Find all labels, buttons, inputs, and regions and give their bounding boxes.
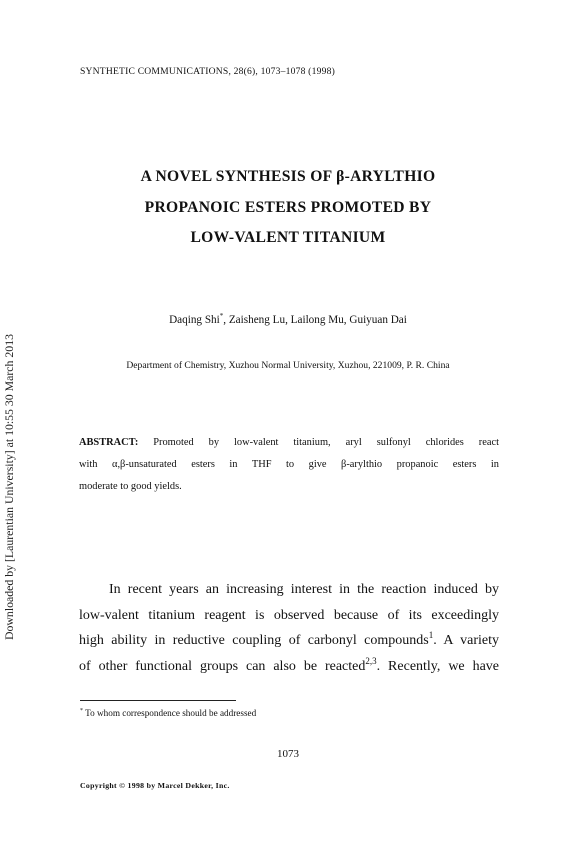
body-line-2: low-valent titanium reagent is observed because of its exceedingly: [79, 607, 499, 623]
abstract-line-1-text: Promoted by low-valent titanium, aryl sulfonyl chlorides react: [138, 437, 499, 448]
authors: [0, 312, 576, 326]
abstract: [79, 432, 499, 498]
body-line-4: [79, 654, 499, 680]
body-text: [79, 577, 499, 679]
body-line-4-text: of other functional groups can also be reacted: [79, 658, 366, 674]
body-line-3-tail: . A variety: [433, 633, 499, 648]
footnote-mark: *: [80, 708, 83, 714]
download-watermark-text: Downloaded by [Laurentian University] at 10:55 30 March 2013: [2, 334, 16, 640]
body-line-4-tail: . Recently, we have: [376, 658, 499, 674]
body-line-3: [79, 628, 499, 654]
title-line-2: PROPANOIC ESTERS PROMOTED BY: [144, 199, 432, 216]
abstract-line-2: with α,β-unsaturated esters in THF to give β-arylthio propanoic esters in: [79, 459, 499, 470]
download-watermark: [2, 260, 22, 640]
copyright-notice: Copyright © 1998 by Marcel Dekker, Inc.: [80, 781, 230, 790]
page-number: 1073: [277, 748, 299, 760]
title-line-1: A NOVEL SYNTHESIS OF β-ARYLTHIO: [140, 168, 436, 185]
abstract-label: ABSTRACT:: [79, 437, 139, 448]
reference-2-3: 2,3: [365, 655, 377, 666]
abstract-line-3: moderate to good yields.: [79, 481, 182, 492]
footnote: [80, 708, 256, 718]
correspondence-mark: *: [219, 312, 224, 320]
body-line-3-text: high ability in reductive coupling of carbonyl compounds: [79, 633, 429, 648]
body-line-1: In recent years an increasing interest in the reaction induced by: [109, 582, 499, 597]
title-line-3: LOW-VALENT TITANIUM: [190, 229, 386, 246]
affiliation: Department of Chemistry, Xuzhou Normal University, Xuzhou, 221009, P. R. China: [126, 360, 450, 371]
footnote-divider: [80, 700, 236, 701]
author-rest: , Zaisheng Lu, Lailong Mu, Guiyuan Dai: [223, 314, 407, 326]
abstract-line-1: [79, 432, 499, 454]
reference-1: 1: [428, 630, 434, 640]
footnote-text: To whom correspondence should be addressed: [83, 708, 257, 718]
author-first: Daqing Shi: [169, 314, 220, 326]
journal-header: SYNTHETIC COMMUNICATIONS, 28(6), 1073–1078 (1998): [80, 66, 335, 77]
